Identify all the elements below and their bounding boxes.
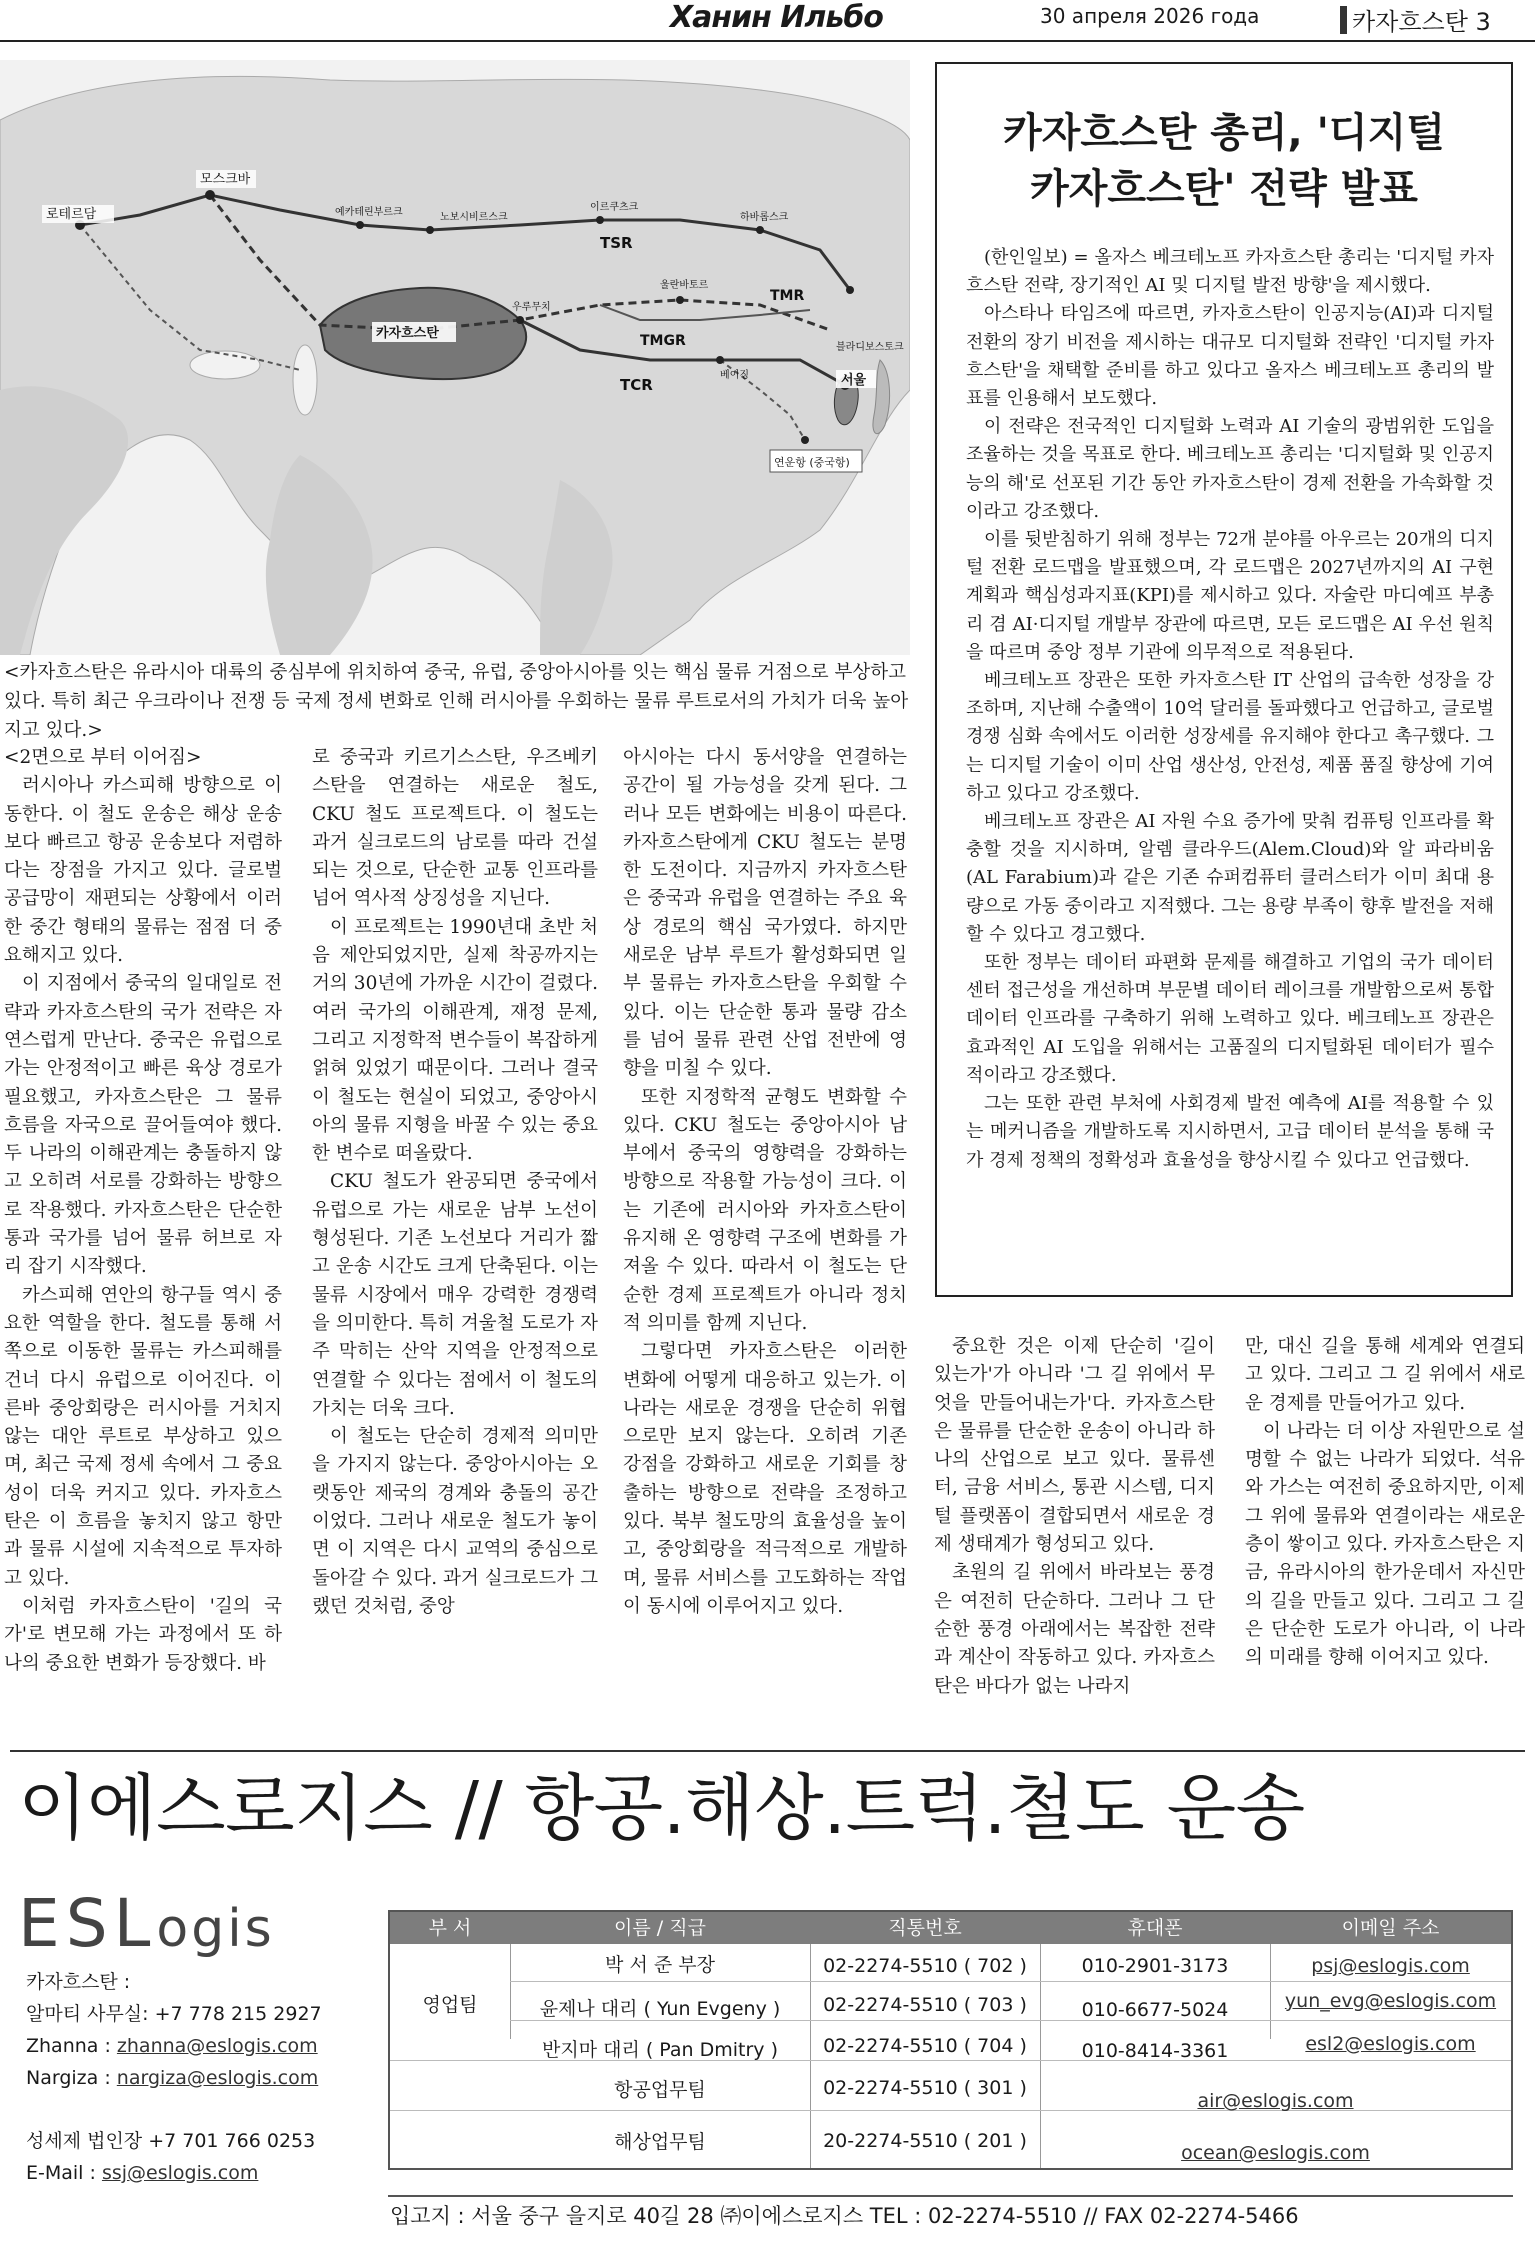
paragraph: 베크테노프 장관은 AI 자원 수요 증가에 맞춰 컴퓨팅 인프라를 확충할 것을 지시하며, 알렘 클라우드(Alem.Cloud)와 알 파라비움(AL Farabium)과 같은 기존 슈퍼컴퓨터 클러스터가 이미 최대 용량으로 가동 중이라고 지적했다. 그는 용량 부족이 향후 발전을 저해할 수 있다고 경고했다.	[966, 811, 1494, 945]
nargiza-label: Nargiza :	[26, 2067, 117, 2089]
article-column-4	[934, 1333, 1215, 1701]
map-label-irkutsk: 이르쿠츠크	[590, 202, 639, 213]
row-5-email-link[interactable]: ocean@eslogis.com	[1181, 2142, 1370, 2164]
article-column-3	[623, 744, 907, 1621]
map-label-kazakhstan: 카자흐스탄	[376, 326, 439, 341]
row-4-name: 항공업무팀	[614, 2079, 706, 2101]
map-label-tmr: TMR	[770, 288, 805, 304]
map-caption: <카자흐스탄은 유라시아 대륙의 중심부에 위치하여 중국, 유럽, 중앙아시아를 잇는 핵심 물류 거점으로 부상하고 있다. 특히 최근 우크라이나 전쟁 등 국제 정세 변화로 인해 러시아를 우회하는 물류 루트로서의 가치가 더욱 높아지고 있다.>	[4, 662, 909, 741]
row-1-email-link[interactable]: psj@eslogis.com	[1311, 1955, 1470, 1977]
map-label-rotterdam: 로테르담	[46, 207, 97, 222]
paragraph: 이 철도는 단순히 경제적 의미만을 가지지 않는다. 중앙아시아는 오랫동안 제국의 경계와 충돌의 공간이었다. 그러나 새로운 철도가 놓이면 이 지역은 다시 교역의 중심으로 돌아갈 수 있다. 과거 실크로드가 그랬던 것처럼, 중앙	[312, 1426, 598, 1617]
contact-nargiza	[26, 2063, 318, 2093]
row-3-mobile: 010-8414-3361	[1081, 2040, 1229, 2062]
row-2-mobile: 010-6677-5024	[1081, 1999, 1229, 2021]
contact-email	[26, 2158, 258, 2188]
th-dept: 부 서	[390, 1912, 510, 1944]
contact-country: 카자흐스탄 :	[26, 1971, 131, 1993]
digital-kazakhstan-headline	[935, 105, 1513, 217]
paragraph: CKU 철도가 완공되면 중국에서 유럽으로 가는 새로운 남부 노선이 형성된다. 기존 노선보다 거리가 짧고 운송 시간도 크게 단축된다. 이는 물류 시장에서 매우 강력한 경쟁력을 의미한다. 특히 겨울철 도로가 자주 막히는 산악 지역을 안정적으로 연결할 수 있다는 점에서 이 철도의 가치는 더욱 크다.	[312, 1171, 598, 1419]
map-label-moscow: 모스크바	[200, 172, 251, 187]
ad-top-rule	[10, 1750, 1525, 1752]
paragraph: (한인일보) = 올자스 베크테노프 카자흐스탄 총리는 '디지털 카자흐스탄 전략, 장기적인 AI 및 디지털 발전 방향'을 제시했다.	[966, 247, 1494, 297]
contact-zhanna	[26, 2031, 318, 2061]
digital-kazakhstan-body	[966, 244, 1494, 1175]
headline-line-2: 카자흐스탄' 전략 발표	[1030, 166, 1418, 212]
paragraph: 만, 대신 길을 통해 세계와 연결되고 있다. 그리고 그 길 위에서 새로운 경제를 만들어가고 있다.	[1245, 1336, 1525, 1414]
th-tel: 직통번호	[810, 1912, 1040, 1944]
zhanna-email-link[interactable]: zhanna@eslogis.com	[116, 2035, 318, 2057]
paragraph: 로 중국과 키르기스스탄, 우즈베키스탄을 연결하는 새로운 철도, CKU 철도 프로젝트다. 이 철도는 과거 실크로드의 남로를 따라 건설되는 것으로, 단순한 교통 인프라를 넘어 역사적 상징성을 지닌다.	[312, 747, 598, 910]
logo-small: ogis	[156, 1899, 275, 1959]
paragraph: 이처럼 카자흐스탄이 '길의 국가'로 변모해 가는 과정에서 또 하나의 중요한 변화가 등장했다. 바	[4, 1595, 282, 1674]
row-2-email-link[interactable]: yun_evg@eslogis.com	[1284, 1990, 1497, 2012]
paragraph: 또한 정부는 데이터 파편화 문제를 해결하고 기업의 국가 데이터센터 접근성을 개선하며 부문별 데이터 레이크를 개발함으로써 통합 데이터 인프라를 구축하기 위해 노력하고 있다. 베크테노프 장관은 효과적인 AI 도입을 위해서는 고품질의 디지털화된 데이터가 필수적이라고 강조했다.	[966, 952, 1494, 1086]
row-1-tel: 02-2274-5510 ( 702 )	[823, 1955, 1027, 1977]
article-column-5	[1245, 1333, 1525, 1673]
headline-line-1: 카자흐스탄 총리, '디지털	[1003, 110, 1445, 156]
paragraph: 카스피해 연안의 항구들 역시 중요한 역할을 한다. 철도를 통해 서쪽으로 이동한 물류는 카스피해를 건너 다시 유럽으로 이어진다. 이른바 중앙회랑은 러시아를 거치지 않는 대안 루트로 부상하고 있으며, 최근 국제 정세 속에서 그 중요성이 더욱 커지고 있다. 카자흐스탄은 이 흐름을 놓치지 않고 항만과 물류 시설에 지속적으로 투자하고 있다.	[4, 1284, 282, 1589]
header-rule	[0, 40, 1535, 42]
paragraph: 아시아는 다시 동서양을 연결하는 공간이 될 가능성을 갖게 된다. 그러나 모든 변화에는 비용이 따른다. 카자흐스탄에게 CKU 철도는 분명한 도전이다. 지금까지 카자흐스탄은 중국과 유럽을 연결하는 주요 육상 경로의 핵심 국가였다. 하지만 새로운 남부 루트가 활성화되면 일부 물류는 카자흐스탄을 우회할 수 있다. 이는 단순한 통과 물량 감소를 넘어 물류 관련 산업 전반에 영향을 미칠 수 있다.	[623, 747, 907, 1080]
row-1-mobile: 010-2901-3173	[1081, 1955, 1229, 1977]
contact-ceo: 성세제 법인장 +7 701 766 0253	[26, 2130, 316, 2152]
article-column-1	[4, 744, 282, 1678]
row-3-email-link[interactable]: esl2@eslogis.com	[1305, 2033, 1476, 2055]
row-3-name: 반지마 대리 ( Pan Dmitry )	[541, 2039, 778, 2061]
eurasia-logistics-map	[0, 60, 910, 655]
row-2-tel: 02-2274-5510 ( 703 )	[823, 1994, 1027, 2016]
paragraph: 또한 지정학적 균형도 변화할 수 있다. CKU 철도는 중앙아시아 남부에서 중국의 영향력을 강화하는 방향으로 작용할 가능성이 크다. 이는 기존에 러시아와 카자흐스탄이 유지해 온 영향력 구조에 변화를 가져올 수 있다. 따라서 이 철도는 단순한 경제 프로젝트가 아니라 정치적 의미를 함께 지닌다.	[623, 1086, 907, 1334]
map-label-tsr: TSR	[600, 234, 633, 252]
th-mobile: 휴대폰	[1040, 1912, 1270, 1944]
article-column-2	[312, 744, 598, 1621]
paragraph: 이 전략은 전국적인 디지털화 노력과 AI 기술의 광범위한 도입을 조율하는 것을 목표로 한다. 베크테노프 총리는 '디지털화 및 인공지능의 해'로 선포된 기간 동안 카자흐스탄이 경제 전환을 가속화할 것이라고 강조했다.	[966, 416, 1494, 522]
paragraph: 그는 또한 관련 부처에 사회경제 발전 예측에 AI를 적용할 수 있는 메커니즘을 개발하도록 지시하면서, 고급 데이터 분석을 통해 국가 경제 정책의 정확성과 효율성을 향상시킬 수 있다고 언급했다.	[966, 1093, 1494, 1171]
row-2-name: 윤제나 대리 ( Yun Evgeny )	[539, 1998, 781, 2020]
map-label-yekaterinburg: 예카테린부르크	[335, 207, 403, 218]
row-1-name: 박 서 준 부장	[605, 1954, 715, 1976]
paragraph: <2면으로 부터 이어짐>	[4, 747, 202, 768]
row-4-email-link[interactable]: air@eslogis.com	[1197, 2090, 1354, 2112]
th-email: 이메일 주소	[1270, 1912, 1511, 1944]
divider	[510, 1981, 1511, 1982]
publication-name: Ханин Ильбо	[670, 0, 883, 35]
row-3-tel: 02-2274-5510 ( 704 )	[823, 2035, 1027, 2057]
row-4-tel: 02-2274-5510 ( 301 )	[823, 2077, 1027, 2099]
ceo-email-link[interactable]: ssj@eslogis.com	[101, 2162, 259, 2184]
paragraph: 이를 뒷받침하기 위해 정부는 72개 분야를 아우르는 20개의 디지털 전환 로드맵을 발표했으며, 각 로드맵은 2027년까지의 AI 구현 계획과 핵심성과지표(KPI)를 제시하고 있다. 자술란 마디예프 부총리 겸 AI·디지털 개발부 장관에 따르면, 모든 로드맵은 AI 우선 원칙을 따르며 중앙 정부 기관에 의무적으로 적용된다.	[966, 529, 1494, 663]
issue-date: 30 апреля 2026 года	[1040, 4, 1260, 28]
map-label-tmgr: TMGR	[640, 333, 686, 349]
paragraph: 그렇다면 카자흐스탄은 이러한 변화에 어떻게 대응하고 있는가. 이 나라는 새로운 경쟁을 단순히 위협으로만 보지 않는다. 오히려 기존 강점을 강화하고 새로운 기회를 창출하는 방향으로 전략을 조정하고 있다. 북부 철도망의 효율성을 높이고, 중앙회랑을 적극적으로 개발하며, 물류 서비스를 고도화하는 작업이 동시에 이루어지고 있다.	[623, 1341, 907, 1617]
ad-footer-address: 입고지 : 서울 중구 을지로 40길 28 ㈜이에스로지스 TEL : 02-2274-5510 // FAX 02-2274-5466	[390, 2204, 1299, 2228]
zhanna-label: Zhanna :	[26, 2035, 117, 2057]
map-label-lianyungang: 연운항 (중국항)	[774, 456, 850, 469]
ad-headline: 이에스로지스 // 항공.해상.트럭.철도 운송	[18, 1766, 1305, 1850]
map-label-vladivostok: 블라디보스토크	[836, 342, 904, 353]
map-label-tcr: TCR	[620, 376, 653, 394]
paragraph: 이 나라는 더 이상 자원만으로 설명할 수 없는 나라가 되었다. 석유와 가스는 여전히 중요하지만, 이제 그 위에 물류와 연결이라는 새로운 층이 쌓이고 있다. 카자흐스탄은 지금, 유라시아의 한가운데서 자신만의 길을 만들고 있다. 그리고 그 길은 단순한 도로가 아니라, 이 나라의 미래를 향해 이어지고 있다.	[1245, 1420, 1525, 1669]
paragraph: 중요한 것은 이제 단순히 '길이 있는가'가 아니라 '그 길 위에서 무엇을 만들어내는가'다. 카자흐스탄은 물류를 단순한 운송이 아니라 하나의 산업으로 보고 있다. 물류센터, 금융 서비스, 통관 시스템, 디지털 플랫폼이 결합되면서 새로운 경제 생태계가 형성되고 있다.	[934, 1336, 1215, 1556]
map-label-khabarovsk: 하바롭스크	[740, 212, 789, 223]
section-marker	[1340, 6, 1347, 34]
paragraph: 이 지점에서 중국의 일대일로 전략과 카자흐스탄의 국가 전략은 자연스럽게 만난다. 중국은 유럽으로 가는 안정적이고 빠른 육상 경로가 필요했고, 카자흐스탄은 그 물류 흐름을 자국으로 끌어들여야 했다. 두 나라의 이해관계는 충돌하지 않고 오히려 서로를 강화하는 방향으로 작용했다. 카자흐스탄은 단순한 통과 국가를 넘어 물류 허브로 자리 잡기 시작했다.	[4, 973, 282, 1278]
map-label-beijing: 베이징	[720, 370, 749, 381]
row-5-name: 해상업무팀	[614, 2131, 706, 2153]
dept-sales: 영업팀	[422, 1994, 478, 2016]
paragraph: 베크테노프 장관은 또한 카자흐스탄 IT 산업의 급속한 성장을 강조하며, 지난해 수출액이 10억 달러를 돌파했다고 언급하고, 글로벌 경쟁 심화 속에서도 이러한 성장세를 유지해야 한다고 촉구했다. 그는 디지털 기술이 이미 산업 생산성, 안전성, 제품 품질 향상에 기여하고 있다고 강조했다.	[966, 670, 1494, 804]
section-label: 카자흐스탄 3	[1352, 8, 1491, 36]
map-label-ulaanbaatar: 울란바토르	[660, 280, 709, 291]
paragraph: 아스타나 타임즈에 따르면, 카자흐스탄이 인공지능(AI)과 디지털 전환의 장기 비전을 제시하는 대규모 디지털화 전략인 '디지털 카자흐스탄'을 채택할 준비를 하고 있다고 올자스 베크테노프 총리의 발표를 인용해서 보도했다.	[966, 303, 1494, 410]
email-label: E-Mail :	[26, 2162, 102, 2184]
map-label-novosibirsk: 노보시비르스크	[440, 212, 508, 223]
paragraph: 초원의 길 위에서 바라보는 풍경은 여전히 단순하다. 그러나 그 단순한 풍경 아래에서는 복잡한 전략과 계산이 작동하고 있다. 카자흐스탄은 바다가 없는 나라지	[934, 1562, 1215, 1697]
th-name: 이름 / 직급	[510, 1912, 810, 1944]
nargiza-email-link[interactable]: nargiza@eslogis.com	[116, 2067, 319, 2089]
ad-footer-rule	[388, 2195, 1513, 2197]
logo-big: ESL	[18, 1885, 157, 1962]
paragraph: 이 프로젝트는 1990년대 초반 처음 제안되었지만, 실제 착공까지는 거의 30년에 가까운 시간이 걸렸다. 여러 국가의 이해관계, 재정 문제, 그리고 지정학적 변수들이 복잡하게 얽혀 있었기 때문이다. 그러나 결국 이 철도는 현실이 되었고, 중앙아시아의 물류 지형을 바꿀 수 있는 중요한 변수로 떠올랐다.	[312, 916, 598, 1165]
contact-almaty: 알마티 사무실: +7 778 215 2927	[26, 2003, 322, 2025]
map-label-urumqi: 우루무치	[512, 302, 551, 313]
row-5-tel: 20-2274-5510 ( 201 )	[823, 2130, 1027, 2152]
paragraph: 러시아나 카스피해 방향으로 이동한다. 이 철도 운송은 해상 운송보다 빠르고 항공 운송보다 저렴하다는 장점을 가지고 있다. 글로벌 공급망이 재편되는 상황에서 이러한 중간 형태의 물류는 점점 더 중요해지고 있다.	[4, 775, 282, 967]
eslogis-logo	[18, 1885, 275, 1962]
map-label-seoul: 서울	[841, 373, 867, 388]
